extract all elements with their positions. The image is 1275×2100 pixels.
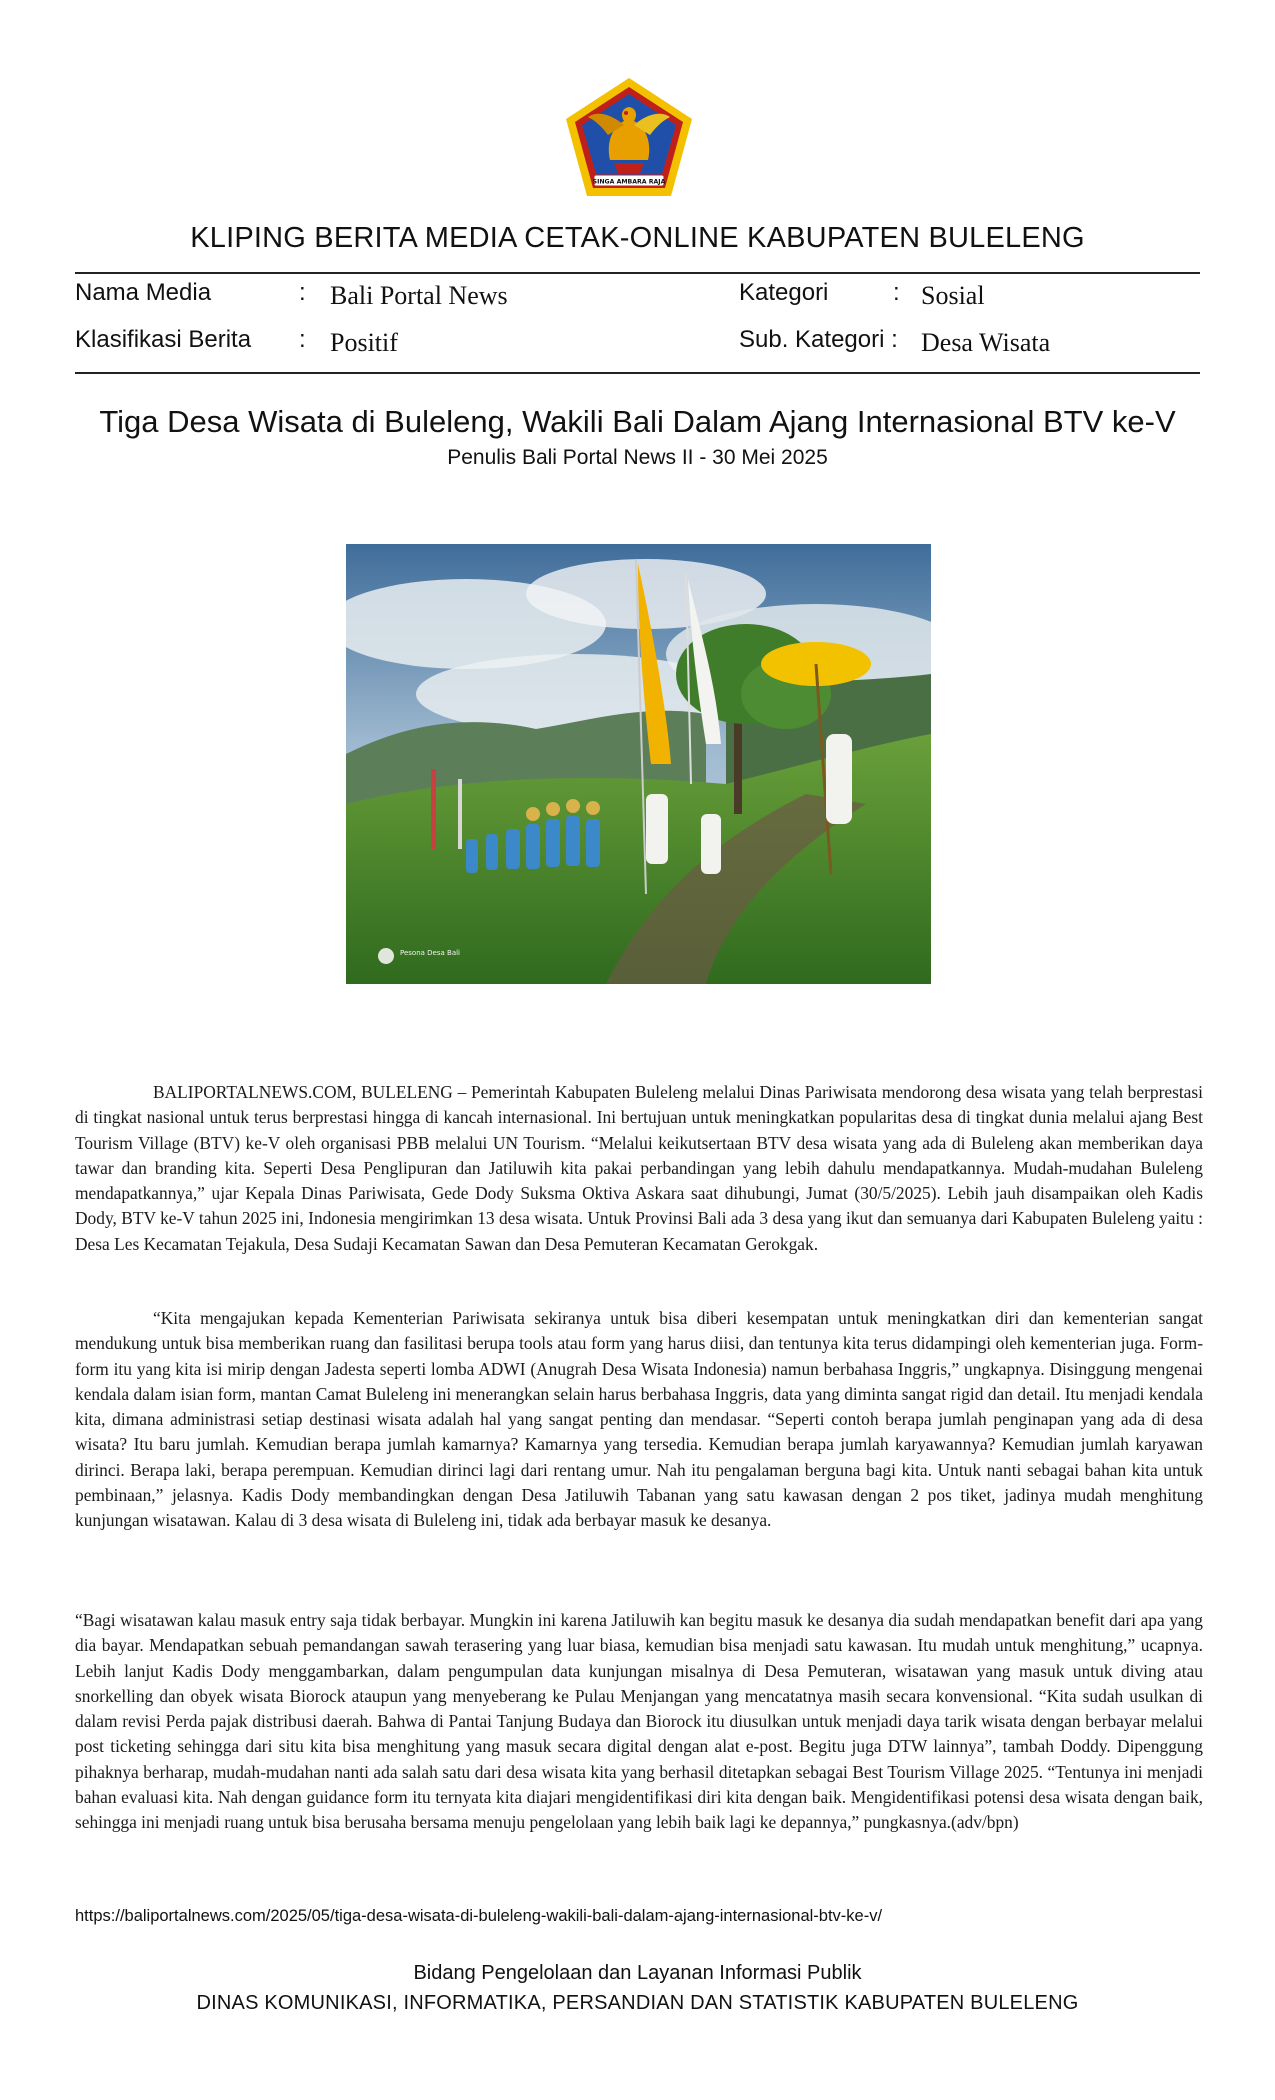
article-paragraph-1: BALIPORTALNEWS.COM, BULELENG – Pemerintah Kabupaten Buleleng melalui Dinas Pariwisata mendorong desa wisata yang telah berprestasi di tingkat nasional untuk terus berprestasi hingga di kancah internasional. Ini bertujuan untuk meningkatkan popularitas desa di tingkat dunia melalui ajang Best Tourism Village (BTV) ke-V oleh organisasi PBB melalui UN Tourism. “Melalui keikutsertaan BTV desa wisata yang ada di Buleleng akan memberikan daya tawar dan branding kita. Seperti Desa Penglipuran dan Jatiluwih kita pakai perbandingan yang lebih dahulu mendapatkannya. Mudah-mudahan Buleleng mendapatkannya,” ujar Kepala Dinas Pariwisata, Gede Dody Suksma Oktiva Askara saat dihubungi, Jumat (30/5/2025). Lebih jauh disampaikan oleh Kadis Dody, BTV ke-V tahun 2025 ini, Indonesia mengirimkan 13 desa wisata. Untuk Provinsi Bali ada 3 desa yang ikut dan semuanya dari Kabupaten Buleleng yaitu : Desa Les Kecamatan Tejakula, Desa Sudaji Kecamatan Sawan dan Desa Pemuteran Kecamatan Gerokgak.: [75, 1082, 1203, 1254]
media-label: Nama Media: [75, 279, 212, 306]
ceremonial-procession-photo-icon: [346, 544, 931, 984]
document-title: KLIPING BERITA MEDIA CETAK-ONLINE KABUPATEN BULELENG: [190, 222, 1085, 254]
source-link[interactable]: https://baliportalnews.com/2025/05/tiga-desa-wisata-di-buleleng-wakili-bali-dalam-ajang-internasional-btv-ke-v/: [75, 1907, 883, 1925]
article-paragraph-3: “Bagi wisatawan kalau masuk entry saja tidak berbayar. Mungkin ini karena Jatiluwih kan begitu masuk ke desanya dia sudah mendapatkan benefit dari apa yang dia bayar. Mendapatkan sebuah pemandangan sawah terasering yang luar biasa, kemudian bisa menjadi satu kawasan. Itu mudah untuk menghitung,” ucapnya. Lebih lanjut Kadis Dody menggambarkan, dalam pengumpulan data kunjungan misalnya di Desa Pemuteran, wisatawan yang masuk untuk diving atau snorkelling dan obyek wisata Biorock ataupun yang menyeberang ke Pulau Menjangan yang mencatatnya masih secara konvensional. “Kita sudah usulkan di dalam revisi Perda pajak distribusi daerah. Bahwa di Pantai Tanjung Budaya dan Biorock itu diusulkan untuk menjadi daya tarik wisata dengan berbayar melalui post ticketing sehingga dari situ kita bisa menghitung yang masuk secara digital dengan alat e-post. Begitu juga DTW lainnya”, tambah Doddy. Dipenggung pihaknya berharap, mudah-mudahan nanti ada salah satu dari desa wisata kita yang berhasil ditetapkan sebagai Best Tourism Village 2025. “Tentunya ini menjadi bahan evaluasi kita. Nah dengan guidance form itu ternyata kita diajari mengidentifikasi diri kita dengan baik. Mengidentifikasi potensi desa wisata dengan baik, sehingga ini menjadi ruang untuk bisa berusaha bersama menuju pengelolaan yang lebih baik lagi ke depannya,” pungkasnya.(adv/bpn): [75, 1610, 1203, 1833]
category-value: Sosial: [921, 281, 985, 310]
footer-division: Bidang Pengelolaan dan Layanan Informasi Publik: [413, 1962, 862, 1984]
classification-label: Klasifikasi Berita: [75, 326, 252, 353]
subcategory-value: Desa Wisata: [921, 328, 1051, 357]
emblem-motto: SINGA AMBARA RAJA: [592, 178, 666, 186]
photo-watermark: Pesona Desa Bali: [400, 949, 460, 957]
subcategory-label: Sub. Kategori :: [739, 326, 898, 353]
media-value: Bali Portal News: [330, 281, 508, 310]
article-paragraph-2: “Kita mengajukan kepada Kementerian Pariwisata sekiranya untuk bisa diberi kesempatan untuk meningkatkan diri dan kementerian sangat mendukung untuk bisa memberikan ruang dan fasilitasi berupa tools atau form yang harus diisi, dan tentunya kita terus didampingi oleh kementerian juga. Form-form itu yang kita isi mirip dengan Jadesta seperti lomba ADWI (Anugrah Desa Wisata Indonesia) namun berbahasa Inggris,” ungkapnya. Disinggung mengenai kendala dalam isian form, mantan Camat Buleleng ini menerangkan selain harus berbahasa Inggris, data yang diminta sangat rigid dan detail. Itu menjadi kendala kita, dimana administrasi setiap destinasi wisata adalah hal yang sangat penting dan mendasar. “Seperti contoh berapa jumlah penginapan yang ada di desa wisata? Itu baru jumlah. Kemudian berapa jumlah kamarnya? Kamarnya yang tersedia. Kemudian berapa jumlah karyawannya? Kemudian jumlah karyawan dirinci. Berapa laki, berapa perempuan. Kemudian dirinci lagi dari rentang umur. Nah itu pengalaman berguna bagi kita. Untuk nanti sebagai bahan kita untuk pembinaan,” jelasnya. Kadis Dody membandingkan dengan Desa Jatiluwih Tabanan yang satu kawasan dengan 2 pos tiket, jadinya mudah menghitung kunjungan wisatawan. Kalau di 3 desa wisata di Buleleng ini, tidak ada berbayar masuk ke desanya.: [75, 1308, 1203, 1531]
article-byline: Penulis Bali Portal News II - 30 Mei 2025: [447, 446, 828, 469]
article-headline: Tiga Desa Wisata di Buleleng, Wakili Bali Dalam Ajang Internasional BTV ke-V: [99, 404, 1176, 439]
footer-agency: DINAS KOMUNIKASI, INFORMATIKA, PERSANDIAN DAN STATISTIK KABUPATEN BULELENG: [196, 1992, 1079, 2014]
classification-value: Positif: [330, 328, 398, 357]
classification-colon: :: [299, 326, 306, 353]
media-colon: :: [299, 279, 306, 306]
category-colon: :: [893, 279, 900, 306]
header-divider-bottom: [75, 372, 1200, 374]
header-divider-top: [75, 272, 1200, 274]
buleleng-regency-emblem-icon: [562, 75, 696, 199]
category-label: Kategori: [739, 279, 829, 306]
